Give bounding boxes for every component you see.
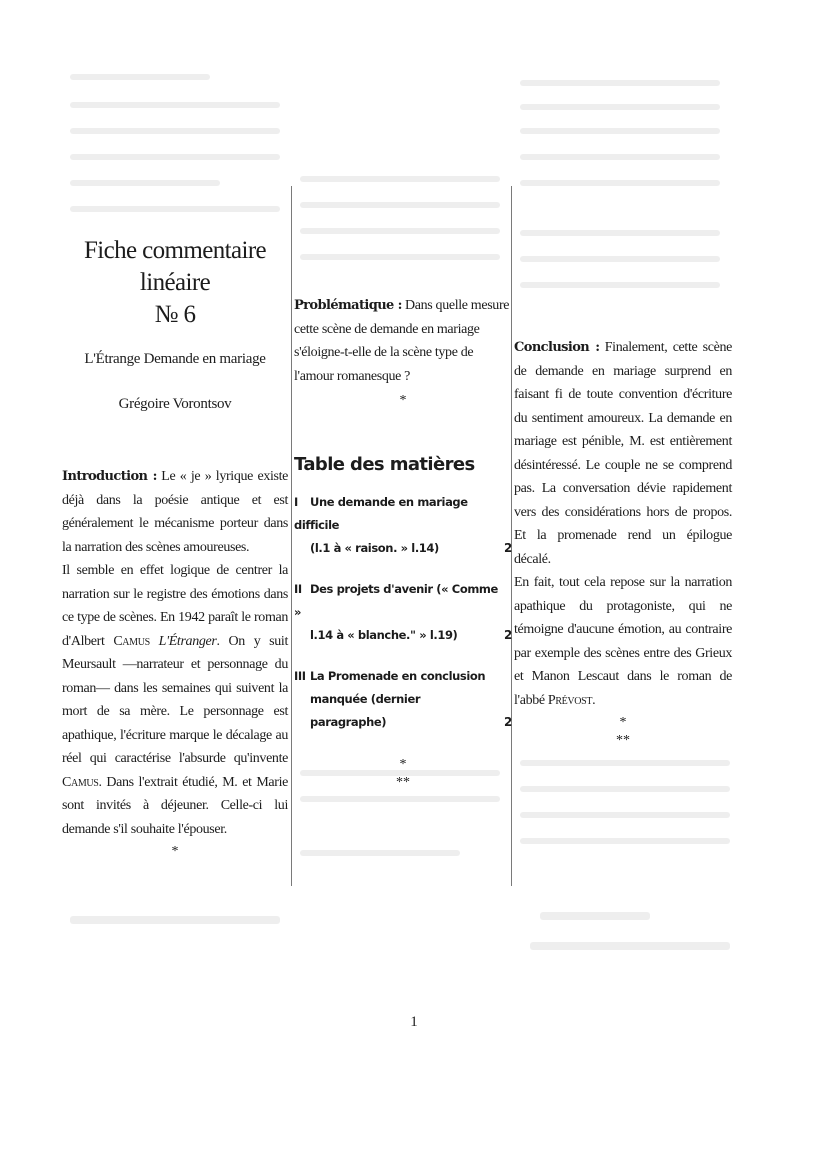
problematique-text: Dans quelle mesure cette scène de demande en mariage s'éloigne-t-elle de la scène type de l'amour romanesque ? [294,298,510,384]
conclusion-label: Conclusion : [514,340,600,355]
toc-item-range: manquée (dernier paragraphe) [310,692,421,729]
introduction-text-2b: . On y suit Meursault —narrateur et personnage du roman— dans les semaines qui suivent la mort de sa mère. Le personnage est apathique, l'écriture marque le décalage au réel qui caractérise l'absurde qu'invente [62,633,288,766]
section-separator-star: * [399,393,407,408]
toc-item-range: (l.1 à « raison. » l.14) [310,541,439,555]
author-name-camus: Camus [113,633,150,649]
introduction-text-2c: . Dans l'extrait étudié, M. et Marie sont invités à déjeuner. Celle-ci lui demande s'il souhaite l'épouser. [62,774,288,837]
problematique-paragraph [294,294,512,388]
toc-item-2[interactable] [294,578,512,647]
document-subtitle: L'Étrange Demande en mariage [84,351,266,367]
conclusion-separator-double-star: ** [616,733,630,748]
right-column [514,336,732,750]
toc-item-number: II [294,582,302,596]
toc-item-range: l.14 à « blanche." » l.19) [310,628,458,642]
toc-item-3[interactable] [294,665,512,734]
section-separator-star: * [171,844,179,859]
title-line-2: № 6 [154,301,196,328]
toc-item-page: 2 [504,628,512,642]
author-name-prevost: Prévost [547,692,593,708]
conclusion-paragraph-1 [514,336,732,571]
toc-item-page: 2 [504,715,512,729]
toc-item-label: Des projets d'avenir (« Comme » [294,582,498,619]
column-rule-left [291,186,292,886]
toc-item-page: 2 [504,541,512,555]
problematique-label: Problématique : [294,298,402,313]
conclusion-text-2a: En fait, tout cela repose sur la narration apathique du protagoniste, qui ne témoigne d'aucune émotion, au contraire par exemple des scènes entre des Grieux et Manon Lescaut dans le roman de l'abbé [514,575,732,708]
toc-separator-double-star: ** [396,775,410,790]
document-title [62,235,288,331]
page-number: 1 [410,1014,418,1030]
author-name-camus-2: Camus [62,774,99,790]
conclusion-text-2b: . [592,692,596,708]
toc-item-number: III [294,669,306,683]
introduction-text-1: Le « je » lyrique existe déjà dans la poésie antique et est généralement le mécanisme porteur dans la narration des scènes amoureuses. [62,469,289,555]
title-line-1: Fiche commentaire linéaire [83,237,267,296]
toc-title: Table des matières [294,454,475,475]
toc-item-label: Une demande en mariage difficile [294,495,468,532]
conclusion-paragraph-2 [514,571,732,712]
left-column [62,235,288,861]
toc-item-number: I [294,495,298,509]
introduction-text-2a: Il semble en effet logique de centrer la narration sur le registre des émotions dans ce type de scènes. En 1942 paraît le roman d'Albert [62,563,288,649]
introduction-paragraph-2 [62,559,288,841]
middle-column [294,294,512,792]
toc-item-label: La Promenade en conclusion [310,669,486,683]
introduction-paragraph-1 [62,465,288,559]
toc-item-1[interactable] [294,491,512,560]
book-title-etranger: L'Étranger [158,633,217,649]
document-author: Grégoire Vorontsov [118,396,232,412]
conclusion-text-1: Finalement, cette scène de demande en mariage surprend en faisant fi de toute convention d'écriture du sentiment amoureux. La demande en mariage est pénible, M. est entièrement désintéressé. Le couple ne se comprend pas. La conversation dévie rapidement vers des considérations hors de propos. Et la promenade rend un épilogue décalé. [514,340,733,567]
conclusion-separator-star: * [619,715,627,730]
introduction-label: Introduction : [62,469,157,484]
introduction-section [62,465,288,861]
toc-separator-star: * [399,757,407,772]
